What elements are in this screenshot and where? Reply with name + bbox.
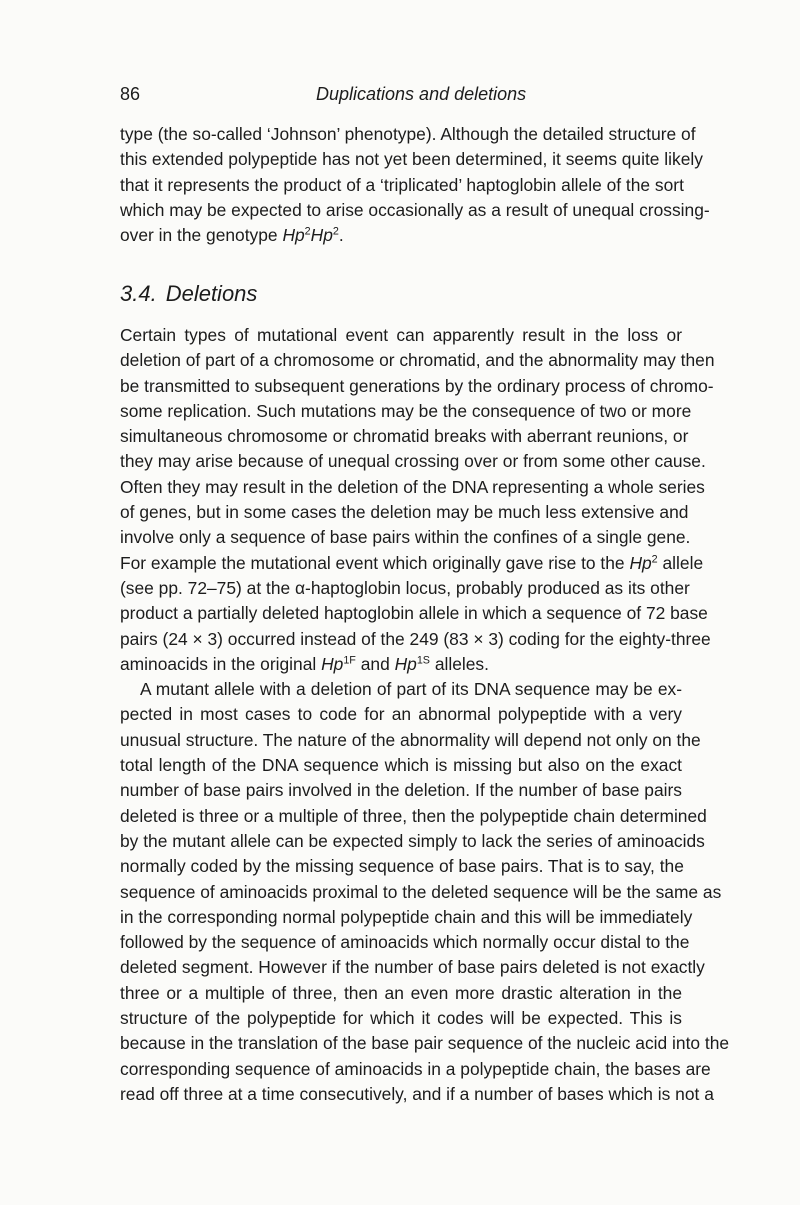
text-line: product a partially deleted haptoglobin allele in which a sequence of 72 base xyxy=(120,603,708,624)
text-line: structure of the polypeptide for which it codes will be expected. This is xyxy=(120,1008,682,1029)
gene-symbol: Hp xyxy=(282,225,305,246)
text-line: For example the mutational event which originally gave rise to the Hp$^2$ allele xyxy=(120,552,704,573)
text-line: pected in most cases to code for an abnormal polypeptide with a very xyxy=(120,704,682,725)
running-title: Duplications and deletions xyxy=(316,84,527,104)
text-line: which may be expected to arise occasionally as a result of unequal crossing- xyxy=(120,199,710,220)
text-line: that it represents the product of a ‘triplicated’ haptoglobin allele of the sort xyxy=(120,174,684,195)
text-line: unusual structure. The nature of the abnormality will depend not only on the xyxy=(120,729,701,750)
page-number: 86 xyxy=(120,84,141,104)
text-line: aminoacids in the original $Hp^{1F}$ and $Hp^{1S}$ alleles. xyxy=(120,653,489,674)
text-line: of genes, but in some cases the deletion may be much less extensive and xyxy=(120,502,689,523)
text-line: simultaneous chromosome or chromatid breaks with aberrant reunions, or xyxy=(120,426,689,447)
gene-symbol: Hp xyxy=(321,653,344,674)
text-line: type (the so-called ‘Johnson’ phenotype). Although the detailed structure of xyxy=(120,124,696,144)
section-title: Deletions xyxy=(165,281,258,306)
running-head xyxy=(120,84,680,110)
text-line: in the corresponding normal polypeptide chain and this will be immediately xyxy=(120,906,693,927)
text-line: followed by the sequence of aminoacids which normally occur distal to the xyxy=(120,932,690,953)
section-body xyxy=(120,323,730,1107)
text-line: Certain types of mutational event can apparently result in the loss or xyxy=(120,325,682,345)
superscript: 1S xyxy=(416,654,430,667)
text-line: sequence of aminoacids proximal to the deleted sequence will be the same as xyxy=(120,881,722,902)
text-line: three or a multiple of three, then an even more drastic alteration in the xyxy=(120,982,682,1003)
superscript: 1F xyxy=(343,654,356,667)
text-line: because in the translation of the base pair sequence of the nucleic acid into the xyxy=(120,1033,730,1054)
text-line: total length of the DNA sequence which is missing but also on the exact xyxy=(120,755,682,776)
text-line: normally coded by the missing sequence of base pairs. That is to say, the xyxy=(120,856,684,877)
text-line: by the mutant allele can be expected simply to lack the series of aminoacids xyxy=(120,830,705,851)
superscript: 2 xyxy=(332,225,339,238)
text-line: number of base pairs involved in the deletion. If the number of base pairs xyxy=(120,780,682,801)
superscript: 2 xyxy=(651,552,658,565)
text-line: some replication. Such mutations may be the consequence of two or more xyxy=(120,400,692,421)
text-line: Often they may result in the deletion of the DNA representing a whole series xyxy=(120,476,705,497)
text-line: be transmitted to subsequent generations by the ordinary process of chromo- xyxy=(120,375,714,396)
gene-symbol: Hp xyxy=(629,552,652,573)
text-line: A mutant allele with a deletion of part of its DNA sequence may be ex- xyxy=(140,679,682,700)
superscript: 2 xyxy=(304,225,311,238)
text-line: they may arise because of unequal crossing over or from some other cause. xyxy=(120,451,706,472)
text-line: deleted is three or a multiple of three, then the polypeptide chain determined xyxy=(120,805,707,826)
gene-symbol: Hp xyxy=(394,653,417,674)
text-line: read off three at a time consecutively, and if a number of bases which is not a xyxy=(120,1083,714,1104)
text-line: involve only a sequence of base pairs within the confines of a single gene. xyxy=(120,527,691,548)
text-line: this extended polypeptide has not yet been determined, it seems quite likely xyxy=(120,149,703,170)
section-number: 3.4. xyxy=(120,281,157,306)
text-line: corresponding sequence of aminoacids in a polypeptide chain, the bases are xyxy=(120,1058,711,1079)
text-line: over in the genotype Hp$^2$Hp$^2$. xyxy=(120,225,344,246)
section-heading xyxy=(120,281,257,307)
text-line: (see pp. 72–75) at the α-haptoglobin locus, probably produced as its other xyxy=(120,577,690,598)
text-line: pairs (24 × 3) occurred instead of the 249 (83 × 3) coding for the eighty-three xyxy=(120,628,711,649)
text-line: deletion of part of a chromosome or chromatid, and the abnormality may then xyxy=(120,350,715,371)
gene-symbol: Hp xyxy=(310,225,333,246)
text-line: deleted segment. However if the number of base pairs deleted is not exactly xyxy=(120,957,705,978)
paragraph-continued xyxy=(120,122,710,248)
